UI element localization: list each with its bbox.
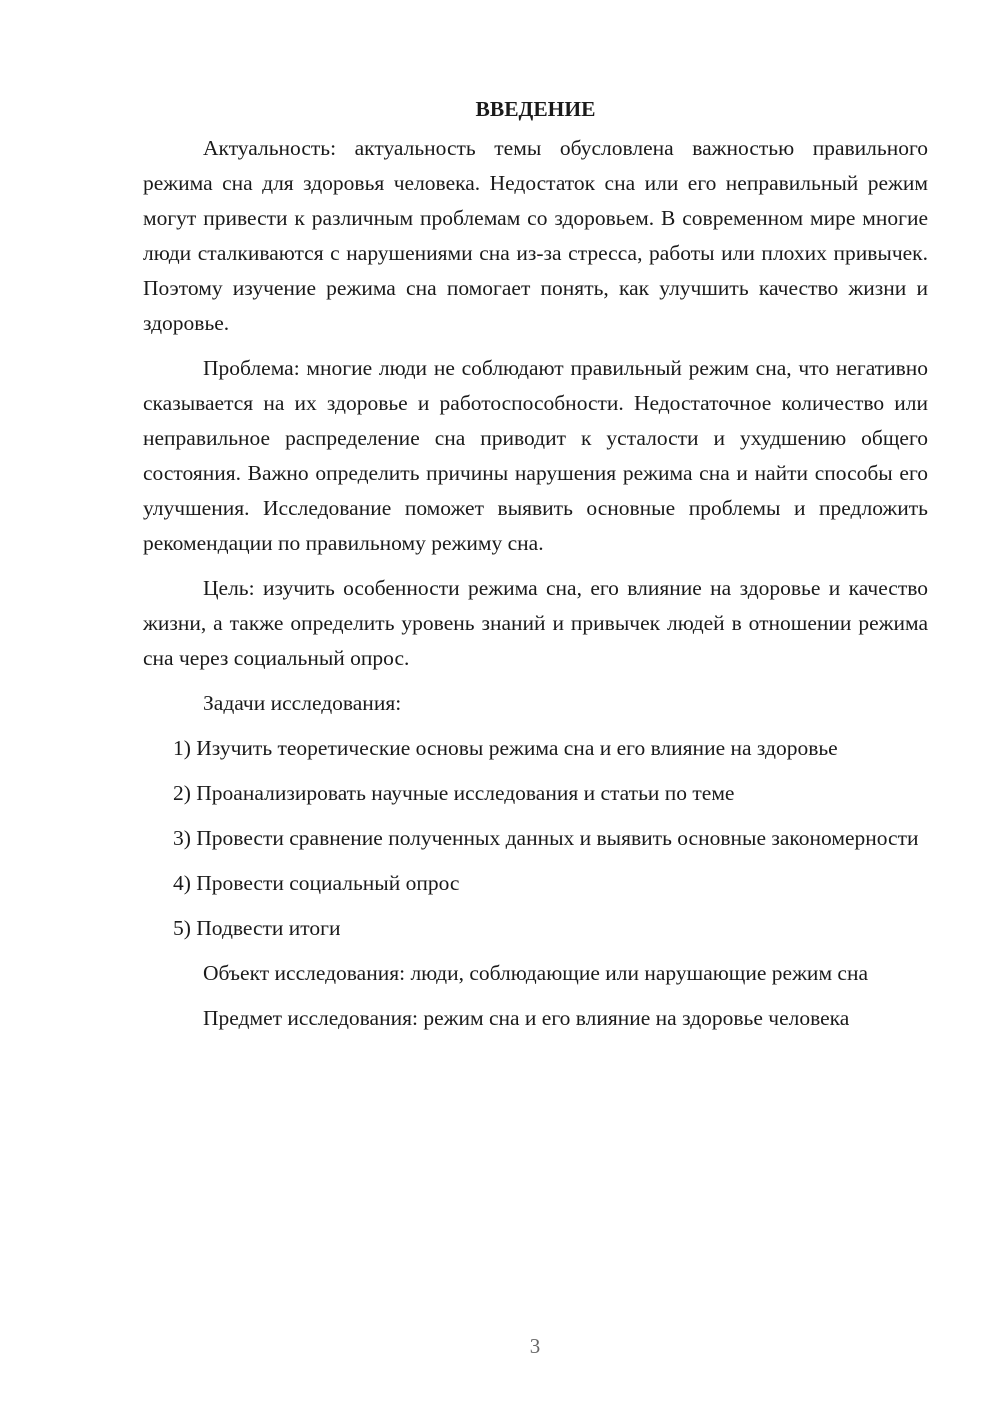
document-body: [143, 92, 928, 1046]
paragraph-subject: Предмет исследования: режим сна и его влияние на здоровье человека: [203, 1006, 850, 1030]
paragraph-goal: Цель: изучить особенности режима сна, его влияние на здоровье и качество жизни, а также определить уровень знаний и привычек людей в отношении режима сна через социальный опрос.: [143, 576, 928, 670]
paragraph-problem: Проблема: многие люди не соблюдают правильный режим сна, что негативно сказывается на их здоровье и работоспособности. Недостаточное количество или неправильное распределение сна приводит к усталости и ухудшению общего состояния. Важно определить причины нарушения режима сна и найти способы его улучшения. Исследование поможет выявить основные проблемы и предложить рекомендации по правильному режиму сна.: [143, 356, 928, 555]
section-heading: ВВЕДЕНИЕ: [475, 97, 596, 121]
page-number: 3: [529, 1334, 541, 1358]
paragraph-object: Объект исследования: люди, соблюдающие или нарушающие режим сна: [203, 961, 869, 985]
task-item-2: 2) Проанализировать научные исследования и статьи по теме: [173, 781, 735, 805]
task-item-4: 4) Провести социальный опрос: [173, 871, 460, 895]
task-item-1: 1) Изучить теоретические основы режима сна и его влияние на здоровье: [173, 736, 838, 760]
task-item-5: 5) Подвести итоги: [173, 916, 341, 940]
tasks-heading: Задачи исследования:: [203, 691, 402, 715]
paragraph-relevance: Актуальность: актуальность темы обусловлена важностью правильного режима сна для здоровья человека. Недостаток сна или его неправильный режим могут привести к различным проблемам со здоровьем. В современном мире многие люди сталкиваются с нарушениями сна из-за стресса, работы или плохих привычек. Поэтому изучение режима сна помогает понять, как улучшить качество жизни и здоровье.: [143, 136, 928, 335]
task-item-3: 3) Провести сравнение полученных данных и выявить основные закономерности: [173, 826, 919, 850]
